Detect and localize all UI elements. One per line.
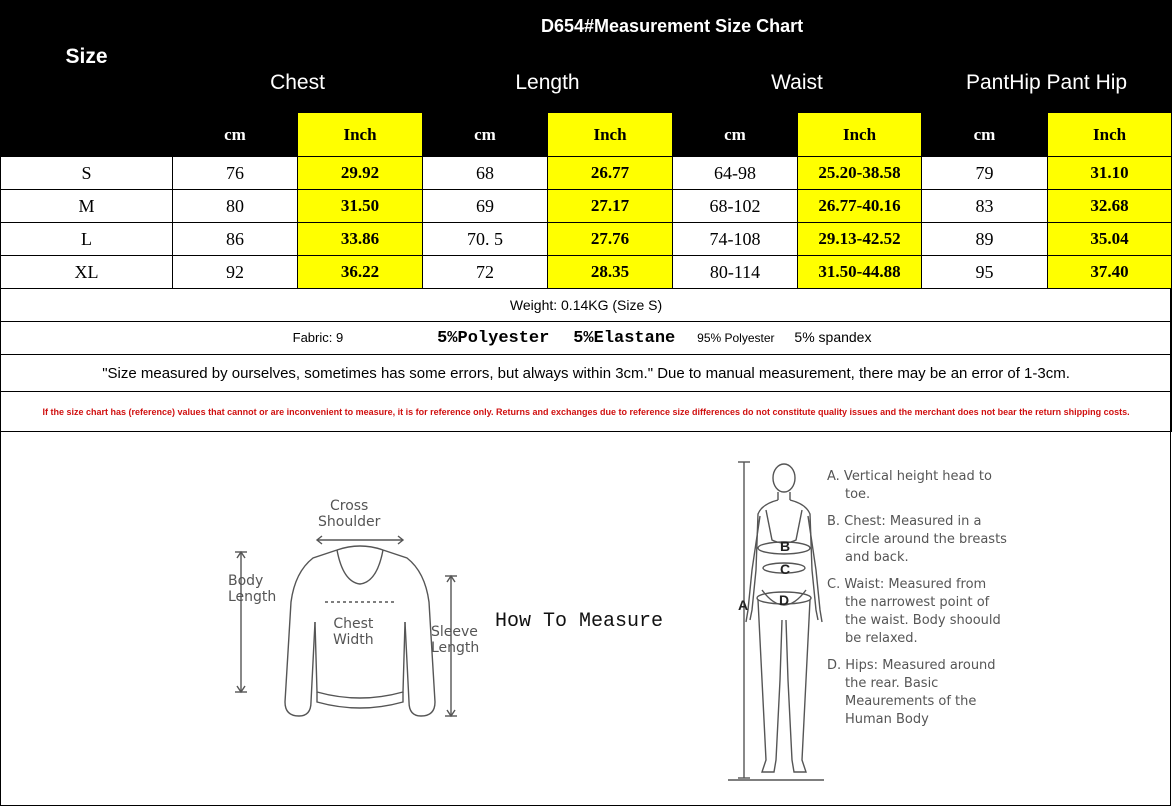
body-length-label: Body Length <box>228 573 277 605</box>
chart-title: D654#Measurement Size Chart <box>173 1 1172 53</box>
hip-cm: 83 <box>922 190 1048 223</box>
fabric-note <box>1 322 1172 355</box>
waist-inch: 31.50-44.88 <box>798 256 922 289</box>
length-inch: 26.77 <box>548 157 673 190</box>
disclaimer-note: "Size measured by ourselves, sometimes has some errors, but always within 3cm." Due to manual measurement, there may be an error of 1-3cm. <box>1 355 1172 392</box>
body-figure-icon <box>726 460 826 785</box>
weight-note: Weight: 0.14KG (Size S) <box>1 289 1172 322</box>
cross-shoulder-label: Cross Shoulder <box>318 498 381 530</box>
unit-cm: cm <box>922 113 1048 157</box>
length-cm: 69 <box>423 190 548 223</box>
how-to-measure-diagram <box>0 432 1171 806</box>
table-row <box>1 190 1172 223</box>
letter-c: C <box>780 561 791 577</box>
chest-inch: 36.22 <box>298 256 423 289</box>
reference-note: If the size chart has (reference) values that cannot or are inconvenient to measure, it is for reference only. Returns and exchanges due to reference size differences do not constitute quality issues and the merchant does not bear the return shipping costs. <box>1 392 1172 432</box>
table-row <box>1 157 1172 190</box>
sleeve-length-label: Sleeve Length <box>431 624 480 656</box>
hip-cm: 79 <box>922 157 1048 190</box>
chest-cm: 76 <box>173 157 298 190</box>
unit-inch: Inch <box>548 113 673 157</box>
letter-b: B <box>780 538 791 554</box>
length-inch: 27.76 <box>548 223 673 256</box>
size-header: Size <box>1 1 173 113</box>
note-chest: B. Chest: Measured in a circle around the breasts and back. <box>827 514 1007 565</box>
table-row <box>1 256 1172 289</box>
size-label: XL <box>1 256 173 289</box>
fabric-prefix: Fabric: 9 <box>292 329 344 345</box>
hip-inch: 31.10 <box>1048 157 1172 190</box>
chest-cm: 92 <box>173 256 298 289</box>
size-label: S <box>1 157 173 190</box>
letter-d: D <box>779 592 790 608</box>
waist-cm: 68-102 <box>673 190 798 223</box>
length-cm: 68 <box>423 157 548 190</box>
group-chest: Chest <box>173 53 423 113</box>
length-inch: 28.35 <box>548 256 673 289</box>
hip-cm: 89 <box>922 223 1048 256</box>
length-cm: 70. 5 <box>423 223 548 256</box>
unit-cm: cm <box>423 113 548 157</box>
group-waist: Waist <box>673 53 922 113</box>
fabric-polyester: 5%Polyester <box>437 328 550 348</box>
unit-cm: cm <box>173 113 298 157</box>
group-length: Length <box>423 53 673 113</box>
hip-inch: 37.40 <box>1048 256 1172 289</box>
chest-cm: 86 <box>173 223 298 256</box>
hip-cm: 95 <box>922 256 1048 289</box>
waist-cm: 64-98 <box>673 157 798 190</box>
fabric-spandex: 5% spandex <box>794 328 872 345</box>
fabric-polyester-alt: 95% Polyester <box>697 330 775 345</box>
unit-cm: cm <box>673 113 798 157</box>
chest-inch: 33.86 <box>298 223 423 256</box>
waist-cm: 80-114 <box>673 256 798 289</box>
chest-width-label: Chest Width <box>333 616 374 648</box>
fabric-elastane: 5%Elastane <box>573 328 676 348</box>
size-label: L <box>1 223 173 256</box>
unit-inch: Inch <box>298 113 423 157</box>
unit-row-blank <box>1 113 173 157</box>
chest-inch: 29.92 <box>298 157 423 190</box>
length-inch: 27.17 <box>548 190 673 223</box>
hip-inch: 35.04 <box>1048 223 1172 256</box>
note-height: A. Vertical height head to toe. <box>827 469 992 502</box>
chest-cm: 80 <box>173 190 298 223</box>
note-hips: D. Hips: Measured around the rear. Basic Meaurements of the Human Body <box>827 658 996 727</box>
chest-inch: 31.50 <box>298 190 423 223</box>
how-to-measure-title: How To Measure <box>495 610 664 633</box>
waist-inch: 25.20-38.58 <box>798 157 922 190</box>
table-row <box>1 223 1172 256</box>
waist-inch: 26.77-40.16 <box>798 190 922 223</box>
note-waist: C. Waist: Measured from the narrowest point of the waist. Body shoould be relaxed. <box>827 577 1001 646</box>
hip-inch: 32.68 <box>1048 190 1172 223</box>
size-label: M <box>1 190 173 223</box>
body-measure-notes <box>827 468 1007 738</box>
length-cm: 72 <box>423 256 548 289</box>
unit-inch: Inch <box>798 113 922 157</box>
group-pant-hip: PantHip Pant Hip <box>922 53 1172 113</box>
waist-inch: 29.13-42.52 <box>798 223 922 256</box>
unit-inch: Inch <box>1048 113 1172 157</box>
waist-cm: 74-108 <box>673 223 798 256</box>
letter-a: A <box>738 597 749 613</box>
